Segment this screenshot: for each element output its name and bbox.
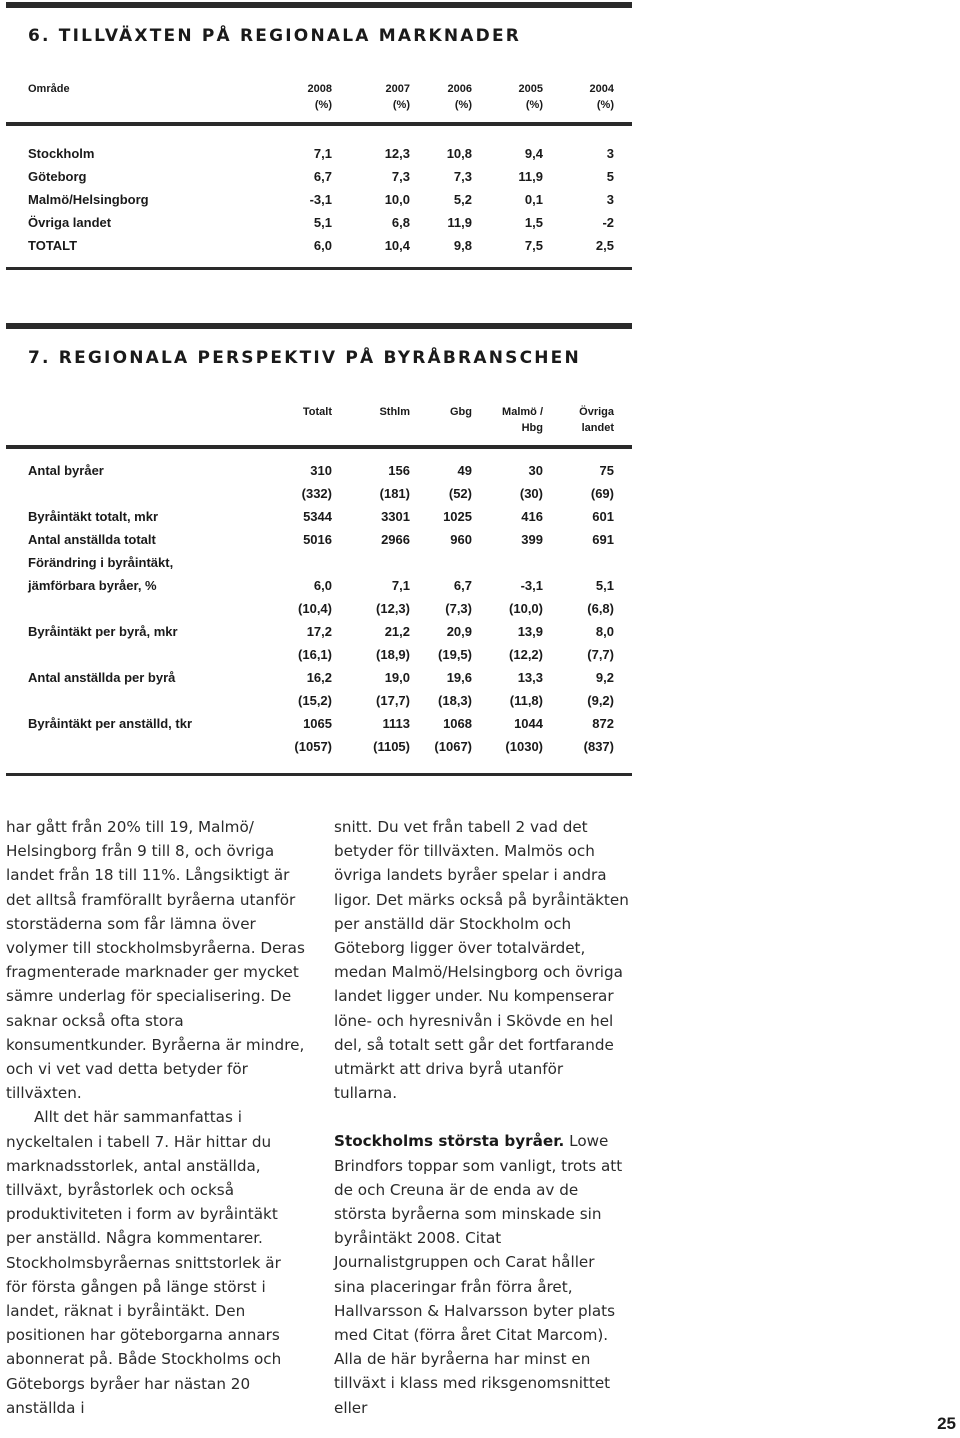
table-cell: 1044	[514, 716, 543, 731]
table-cell: 6,8	[391, 215, 410, 230]
table-row	[28, 528, 614, 551]
table-cell: (332)	[301, 486, 332, 501]
table-cell: (1105)	[373, 739, 410, 754]
table-cell: 1068	[443, 716, 472, 731]
table-cell: 6,0	[313, 578, 332, 593]
table-cell: (1057)	[294, 739, 332, 754]
row-label: Förändring i byråintäkt,	[28, 555, 174, 570]
table-cell: 7,5	[524, 238, 543, 253]
table-cell: 11,9	[518, 169, 543, 184]
table-6	[6, 2, 632, 274]
table-row	[28, 551, 610, 574]
table-cell: 5	[606, 169, 614, 184]
table-row	[28, 620, 614, 643]
table-cell: 16,2	[306, 670, 332, 685]
table-cell: 75	[599, 463, 614, 478]
row-label: Stockholm	[28, 146, 95, 161]
table-cell: 399	[521, 532, 543, 547]
table-cell: 872	[592, 716, 614, 731]
table-cell: (18,9)	[376, 647, 410, 662]
text-column-left	[6, 815, 306, 1420]
table-cell: (7,3)	[445, 601, 472, 616]
table-cell: 5016	[303, 532, 332, 547]
page-number: 25	[937, 1414, 956, 1433]
table-cell: (7,7)	[587, 647, 614, 662]
table-cell: 3	[606, 146, 614, 161]
row-label: Malmö/Helsingborg	[28, 192, 149, 207]
table-cell: 691	[592, 532, 614, 547]
table-cell: 7,3	[453, 169, 472, 184]
table-cell: (19,5)	[438, 647, 472, 662]
table-row	[28, 643, 614, 666]
table-body	[28, 459, 614, 758]
table-row	[28, 234, 614, 257]
table-cell: 7,3	[391, 169, 410, 184]
table-cell: 17,2	[306, 624, 332, 639]
table-cell: 5,2	[453, 192, 472, 207]
table-row	[28, 142, 614, 165]
table-row	[28, 689, 614, 712]
table-cell: 7,1	[313, 146, 332, 161]
table-cell: 416	[521, 509, 543, 524]
table-cell: 1025	[443, 509, 472, 524]
header-year: 2007	[385, 83, 410, 95]
table-cell: 0,1	[524, 192, 543, 207]
table-row	[28, 712, 614, 735]
table-cell: (181)	[379, 486, 410, 501]
table-cell: 13,9	[517, 624, 543, 639]
table-body	[28, 142, 614, 257]
table-cell: (15,2)	[298, 693, 332, 708]
table-cell: (6,8)	[587, 601, 614, 616]
table-row	[28, 459, 614, 482]
header-rule	[6, 122, 632, 126]
table-cell: 9,4	[524, 146, 543, 161]
table-cell: 310	[310, 463, 332, 478]
table-cell: (11,8)	[509, 693, 543, 708]
table-cell: 10,0	[384, 192, 410, 207]
row-label: Övriga landet	[28, 215, 112, 230]
table-cell: 9,2	[595, 670, 614, 685]
header-year: 2005	[518, 83, 543, 95]
table-cell: 1113	[382, 716, 410, 731]
table-cell: (12,2)	[509, 647, 543, 662]
table-7	[6, 323, 632, 783]
table-cell: (12,3)	[376, 601, 410, 616]
table-cell: 5,1	[313, 215, 332, 230]
header-unit: (%)	[392, 99, 410, 111]
text-column-right	[334, 815, 630, 1420]
header-col: Sthlm	[379, 406, 410, 418]
table-cell: 11,9	[447, 215, 472, 230]
table-cell: (69)	[590, 486, 614, 501]
row-label: Byråintäkt per anställd, tkr	[28, 716, 192, 731]
header-unit: (%)	[596, 99, 614, 111]
table-cell: 19,6	[446, 670, 472, 685]
header-col: Hbg	[521, 422, 543, 434]
table-cell: 21,2	[384, 624, 410, 639]
table-row	[28, 735, 614, 758]
table-cell: 20,9	[446, 624, 472, 639]
table-cell: (18,3)	[438, 693, 472, 708]
table-cell: (17,7)	[376, 693, 410, 708]
table-cell: -3,1	[520, 578, 543, 593]
table-cell: (1030)	[505, 739, 543, 754]
table-cell: 3	[606, 192, 614, 207]
row-label: Antal anställda totalt	[28, 532, 156, 547]
row-label: Antal byråer	[28, 463, 104, 478]
paragraph: snitt. Du vet från tabell 2 vad det betyder för tillväxten. Malmös och övriga landets byråer spelar i andra ligor. Det märks också på byråintäkten per anställd där Stockholm och Göteborg ligger över totalvärdet, medan Malmö/Helsingborg och övriga landet ligger under. Nu kompenserar löne- och hyresnivån i Skövde en hel del, så totalt sett går det fortfarande utmärkt att driva byrå utanför tullarna.	[334, 818, 629, 1103]
table-cell: 601	[592, 509, 614, 524]
table-cell: -3,1	[309, 192, 332, 207]
table-row	[28, 165, 614, 188]
table-cell: (10,0)	[509, 601, 543, 616]
table-cell: 19,0	[384, 670, 410, 685]
header-year: 2006	[447, 83, 472, 95]
table-row	[28, 211, 614, 234]
table-cell: 6,7	[313, 169, 332, 184]
table-cell: (30)	[519, 486, 543, 501]
table-row	[28, 188, 614, 211]
header-unit: (%)	[525, 99, 543, 111]
table-cell: 3301	[381, 509, 410, 524]
bottom-rule	[6, 773, 632, 776]
table-cell: 1,5	[524, 215, 543, 230]
table-cell: (837)	[583, 739, 614, 754]
bottom-rule	[6, 267, 632, 270]
row-label: Antal anställda per byrå	[28, 670, 176, 685]
table-cell: 8,0	[595, 624, 614, 639]
row-label: Göteborg	[28, 169, 87, 184]
table-cell: 5,1	[595, 578, 614, 593]
table-row	[28, 482, 614, 505]
table-row	[28, 574, 614, 597]
header-col: Totalt	[302, 406, 332, 418]
table-cell: 10,4	[384, 238, 410, 253]
row-label: jämförbara byråer, %	[28, 578, 157, 593]
table-cell: 10,8	[446, 146, 472, 161]
paragraph: Allt det här sammanfattas i nyckeltalen i tabell 7. Här hittar du marknadsstorlek, antal anställda, tillväxt, byråstorlek och också produktiviteten i form av byråintäkt per anställd. Några kommentarer. Stockholmsbyråernas snittstorlek är för första gången på länge störst i landet, räknat i byråintäkt. Den positionen har göteborgarna annars abonnerat på. Både Stockholms och Göteborgs byråer har nästan 20 anställda i	[6, 1108, 282, 1417]
table-cell: 960	[450, 532, 472, 547]
header-col: landet	[581, 422, 614, 434]
row-label: Byråintäkt totalt, mkr	[28, 509, 159, 524]
header-col: Gbg	[450, 406, 472, 418]
table-cell: (52)	[448, 486, 472, 501]
table-cell: 6,0	[313, 238, 332, 253]
table-cell: (16,1)	[298, 647, 332, 662]
table-cell: 156	[388, 463, 410, 478]
table-title: 6. TILLVÄXTEN PÅ REGIONALA MARKNADER	[28, 26, 522, 46]
header-year: 2008	[307, 83, 332, 95]
paragraph: har gått från 20% till 19, Malmö/ Helsingborg från 9 till 8, och övriga landet från 18 till 11%. Långsiktigt är det alltså framförallt byråerna utanför storstäderna som får lämna över volymer till stockholmsbyråerna. Deras fragmenterade marknader ger mycket sämre underlag för specialisering. De saknar också ofta stora konsumentkunder. Byråerna är mindre, och vi vet vad detta betyder för tillväxten.	[6, 818, 305, 1103]
paragraph-heading: Stockholms största byråer.	[334, 1132, 565, 1151]
table-cell: 7,1	[391, 578, 410, 593]
top-rule	[6, 2, 632, 8]
table-cell: 30	[528, 463, 543, 478]
header-col: Övriga	[579, 406, 614, 418]
table-cell: 5344	[303, 509, 332, 524]
table-cell: 1065	[303, 716, 332, 731]
table-cell: (9,2)	[587, 693, 614, 708]
header-year: 2004	[589, 83, 614, 95]
header-unit: (%)	[314, 99, 332, 111]
table-title: 7. REGIONALA PERSPEKTIV PÅ BYRÅBRANSCHEN	[28, 348, 581, 368]
table-cell: 9,8	[453, 238, 472, 253]
row-label: Byråintäkt per byrå, mkr	[28, 624, 178, 639]
table-header	[28, 82, 614, 114]
table-cell: 12,3	[384, 146, 410, 161]
table-cell: (10,4)	[298, 601, 332, 616]
table-row	[28, 666, 614, 689]
table-cell: 49	[457, 463, 472, 478]
header-col: Malmö /	[502, 406, 543, 418]
paragraph-text: Lowe Brindfors toppar som vanligt, trots att de och Creuna är de enda av de största byråerna som minskade sin byråintäkt 2008. Citat Journalistgruppen och Carat håller sina placeringar från förra året, Hallvarsson & Halvarsson byter plats med Citat (förra året Citat Marcom). Alla de här byråerna har minst en tillväxt i klass med riksgenomsnittet eller	[334, 1132, 623, 1417]
table-cell: 6,7	[453, 578, 472, 593]
table-cell: -2	[602, 215, 614, 230]
header-area: Område	[28, 83, 70, 95]
row-label: TOTALT	[28, 238, 78, 253]
table-cell: (1067)	[434, 739, 472, 754]
table-cell: 13,3	[517, 670, 543, 685]
top-rule	[6, 323, 632, 329]
table-row	[28, 597, 614, 620]
table-cell: 2,5	[595, 238, 614, 253]
paragraph	[334, 1129, 630, 1419]
table-header	[28, 405, 614, 437]
table-row	[28, 505, 614, 528]
table-cell: 2966	[381, 532, 410, 547]
header-rule	[6, 445, 632, 449]
header-unit: (%)	[454, 99, 472, 111]
